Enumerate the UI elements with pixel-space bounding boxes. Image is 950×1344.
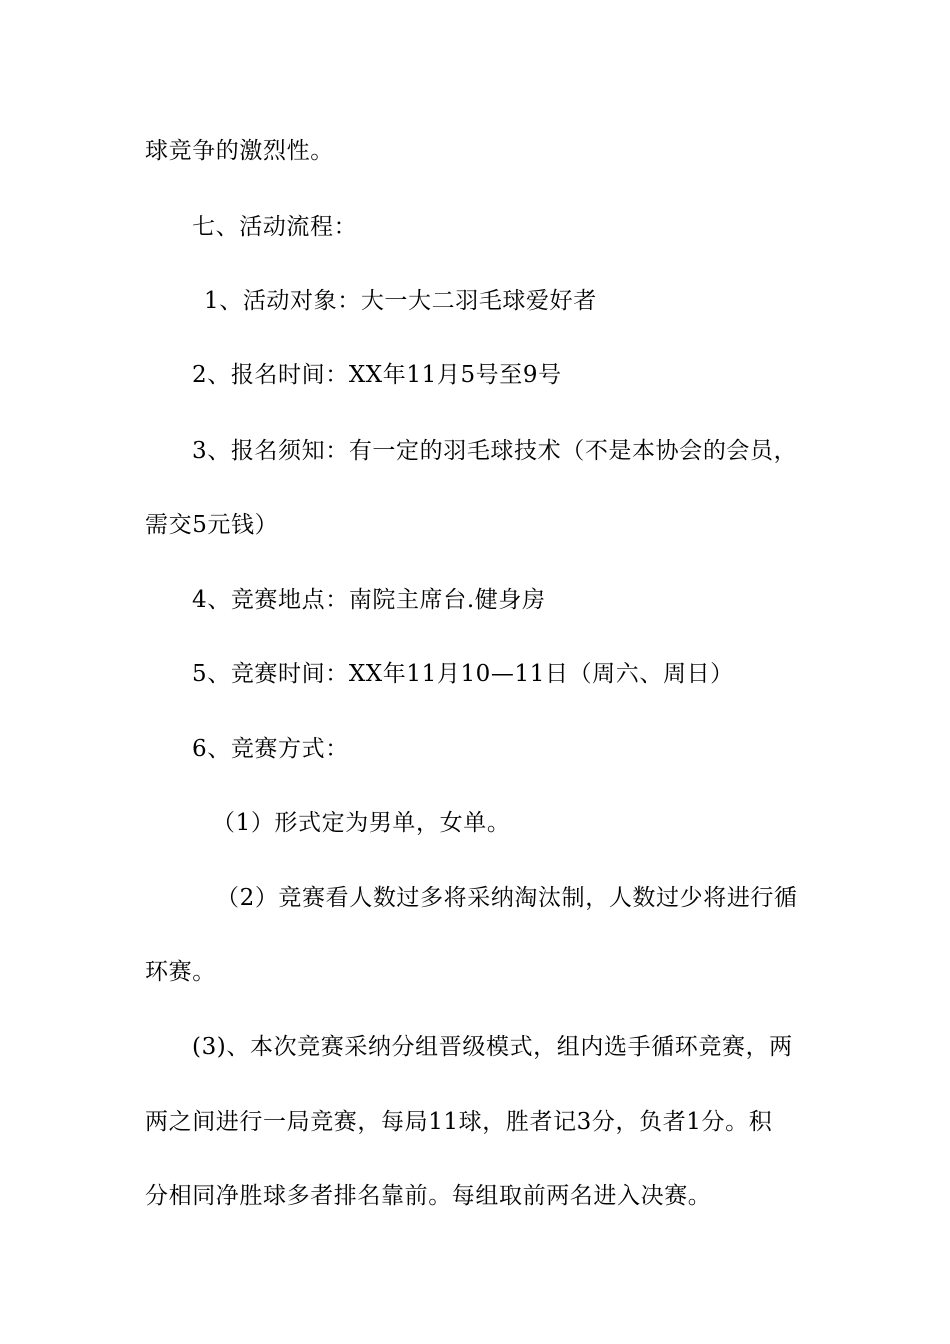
subitem-2-system-cont: 环赛。 (145, 959, 216, 985)
section-heading-activity-flow: 七、活动流程： (192, 214, 358, 240)
item-activity-target: 1、活动对象：大一大二羽毛球爱好者 (204, 288, 597, 314)
item-competition-format: 6、竞赛方式： (192, 736, 349, 762)
subitem-2-system: （2）竞赛看人数过多将采纳淘汰制，人数过少将进行循 (216, 885, 798, 911)
subitem-3-groups-cont2: 分相同净胜球多者排名靠前。每组取前两名进入决赛。 (145, 1183, 712, 1209)
item-competition-time: 5、竞赛时间：XX年11月10—11日（周六、周日） (192, 661, 734, 687)
item-registration-time: 2、报名时间：XX年11月5号至9号 (192, 362, 562, 388)
subitem-3-groups: (3)、本次竞赛采纳分组晋级模式，组内选手循环竞赛，两 (192, 1034, 793, 1060)
subitem-3-groups-cont1: 两之间进行一局竞赛，每局11球，胜者记3分，负者1分。积 (145, 1109, 773, 1135)
item-registration-notes: 3、报名须知：有一定的羽毛球技术（不是本协会的会员， (192, 438, 798, 464)
item-registration-notes-cont: 需交5元钱） (145, 512, 279, 538)
text-line-continuation: 球竞争的激烈性。 (145, 138, 334, 164)
item-venue: 4、竞赛地点：南院主席台.健身房 (192, 587, 546, 613)
subitem-1-format: （1）形式定为男单，女单。 (212, 810, 511, 836)
